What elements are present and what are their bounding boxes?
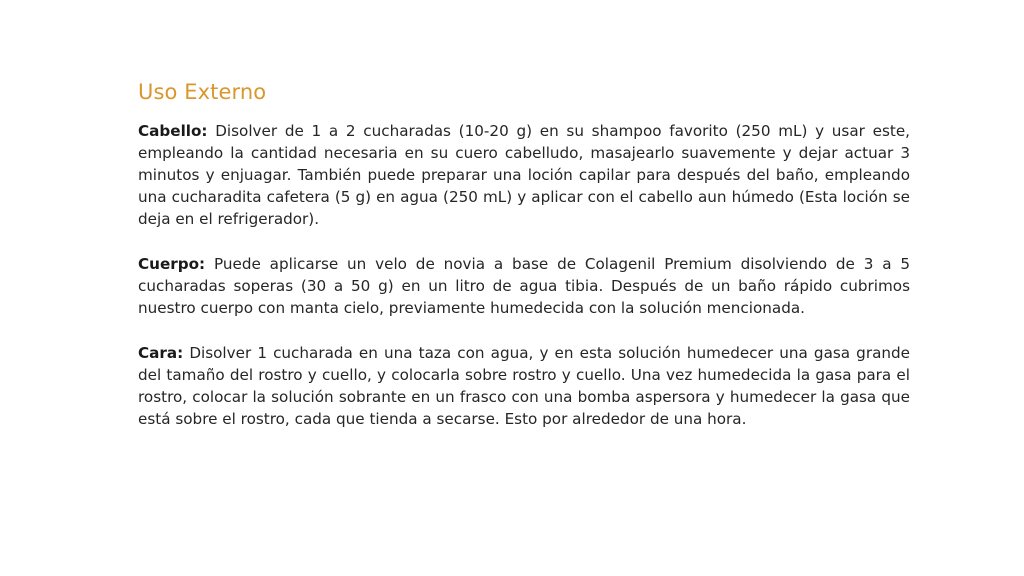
paragraph-cara (138, 342, 910, 430)
paragraph-label: Cuerpo: (138, 255, 206, 273)
section-title: Uso Externo (138, 80, 267, 104)
paragraph-cabello (138, 120, 910, 230)
paragraph-label: Cara: (138, 344, 184, 362)
paragraph-text: Disolver de 1 a 2 cucharadas (10-20 g) en su shampoo favorito (250 mL) y usar este, empleando la cantidad necesaria en su cuero cabelludo, masajearlo suavemente y dejar actuar 3 minutos y enjuagar. También puede preparar una loción capilar para después del baño, empleando una cucharadita cafetera (5 g) en agua (250 mL) y aplicar con el cabello aun húmedo (Esta loción se deja en el refrigerador). (138, 122, 910, 228)
paragraph-text: Disolver 1 cucharada en una taza con agua, y en esta solución humedecer una gasa grande del tamaño del rostro y cuello, y colocarla sobre rostro y cuello. Una vez humedecida la gasa para el rostro, colocar la solución sobrante en un frasco con una bomba aspersora y humedecer la gasa que está sobre el rostro, cada que tienda a secarse. Esto por alrededor de una hora. (138, 344, 910, 428)
paragraph-label: Cabello: (138, 122, 208, 140)
paragraph-text: Puede aplicarse un velo de novia a base de Colagenil Premium disolviendo de 3 a 5 cucharadas soperas (30 a 50 g) en un litro de agua tibia. Después de un baño rápido cubrimos nuestro cuerpo con manta cielo, previamente humedecida con la solución mencionada. (138, 255, 910, 317)
paragraph-cuerpo (138, 253, 910, 319)
